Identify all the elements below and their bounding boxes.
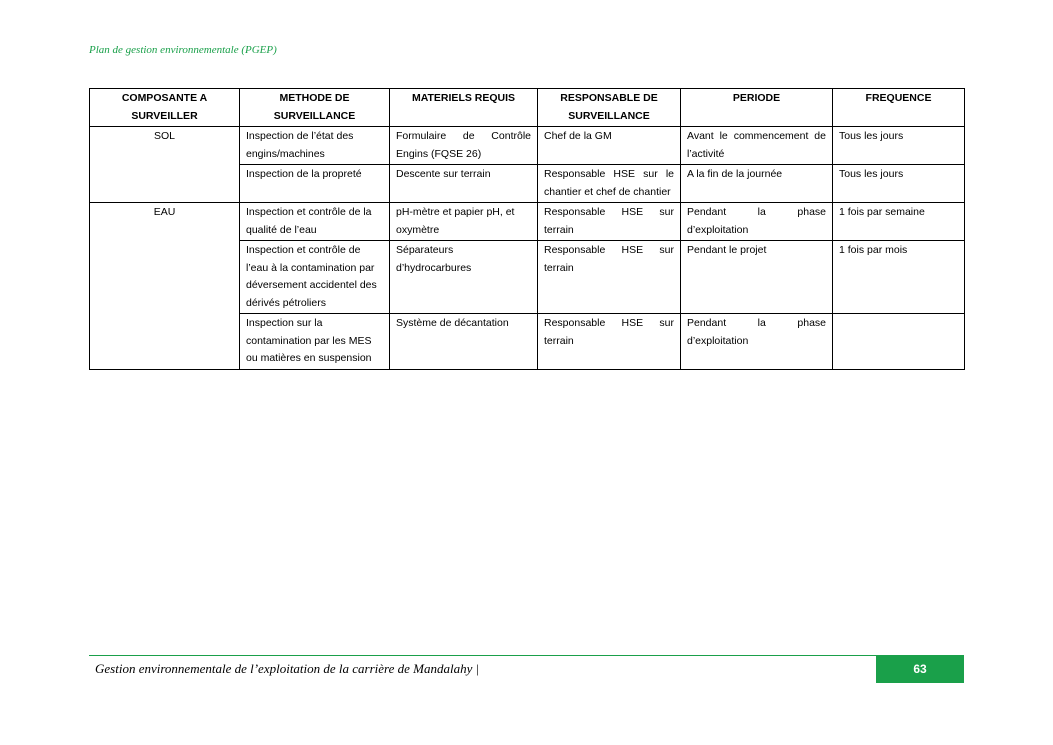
materials-cell: Séparateurs d’hydrocarbures xyxy=(390,241,538,314)
responsible-cell: Responsable HSE sur terrain xyxy=(538,203,681,241)
method-cell: Inspection de l’état des engins/machines xyxy=(240,127,390,165)
responsible-cell: Responsable HSE sur le chantier et chef de chantier xyxy=(538,165,681,203)
period-cell: Pendant le projet xyxy=(681,241,833,314)
monitoring-table xyxy=(89,88,965,370)
method-cell: Inspection de la propreté xyxy=(240,165,390,203)
col-header-frequency: FREQUENCE xyxy=(833,89,965,127)
col-header-materials: MATERIELS REQUIS xyxy=(390,89,538,127)
col-header-responsible: RESPONSABLE DE SURVEILLANCE xyxy=(538,89,681,127)
method-cell: Inspection sur la contamination par les MES ou matières en suspension xyxy=(240,314,390,370)
frequency-cell: Tous les jours xyxy=(833,165,965,203)
method-cell: Inspection et contrôle de l’eau à la contamination par déversement accidentel des dérivés pétroliers xyxy=(240,241,390,314)
frequency-cell: 1 fois par mois xyxy=(833,241,965,314)
col-header-period: PERIODE xyxy=(681,89,833,127)
period-cell: Pendant la phase d’exploitation xyxy=(681,314,833,370)
component-cell: SOL xyxy=(90,127,240,203)
method-cell: Inspection et contrôle de la qualité de l’eau xyxy=(240,203,390,241)
component-cell: EAU xyxy=(90,203,240,370)
footer-divider xyxy=(89,655,964,656)
page-number: 63 xyxy=(876,655,964,683)
frequency-cell xyxy=(833,314,965,370)
responsible-cell: Responsable HSE sur terrain xyxy=(538,241,681,314)
col-header-method: METHODE DE SURVEILLANCE xyxy=(240,89,390,127)
responsible-cell: Responsable HSE sur terrain xyxy=(538,314,681,370)
materials-cell: Formulaire de Contrôle Engins (FQSE 26) xyxy=(390,127,538,165)
period-cell: A la fin de la journée xyxy=(681,165,833,203)
period-cell: Pendant la phase d’exploitation xyxy=(681,203,833,241)
header-title: Plan de gestion environnementale (PGEP) xyxy=(89,44,277,56)
materials-cell: Descente sur terrain xyxy=(390,165,538,203)
materials-cell: pH-mètre et papier pH, et oxymètre xyxy=(390,203,538,241)
footer-title: Gestion environnementale de l’exploitation de la carrière de Mandalahy | xyxy=(95,661,480,676)
table-row xyxy=(90,203,965,241)
frequency-cell: Tous les jours xyxy=(833,127,965,165)
table-row xyxy=(90,127,965,165)
responsible-cell: Chef de la GM xyxy=(538,127,681,165)
frequency-cell: 1 fois par semaine xyxy=(833,203,965,241)
materials-cell: Système de décantation xyxy=(390,314,538,370)
table-header-row xyxy=(90,89,965,127)
col-header-component: COMPOSANTE A SURVEILLER xyxy=(90,89,240,127)
period-cell: Avant le commencement de l’activité xyxy=(681,127,833,165)
